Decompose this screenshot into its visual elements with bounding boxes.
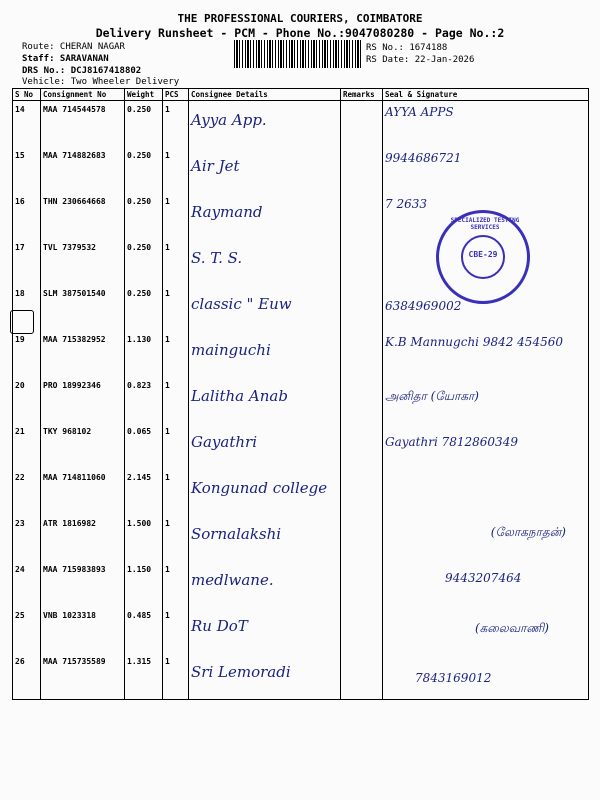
remarks — [341, 377, 383, 423]
weight: 1.500 — [125, 515, 163, 561]
consignment-no: TVL 7379532 — [41, 239, 125, 285]
consignee: S. T. S. — [191, 249, 243, 267]
consignee: medlwane. — [191, 571, 274, 589]
signature: K.B Mannugchi 9842 454560 — [385, 335, 563, 349]
consignee: Sornalakshi — [191, 525, 282, 543]
pcs: 1 — [163, 101, 189, 148]
sno: 26 — [13, 653, 41, 700]
stamp-text: SPECIALIZED TESTING SERVICES — [450, 217, 520, 231]
vehicle: Vehicle: Two Wheeler Delivery — [22, 77, 180, 87]
sno: 24 — [13, 561, 41, 607]
weight: 1.315 — [125, 653, 163, 700]
consignee: Air Jet — [191, 157, 240, 175]
table-row — [13, 377, 589, 423]
seal-stamp — [436, 210, 530, 304]
stamp-city: CBE-29 — [468, 250, 498, 259]
sno: 25 — [13, 607, 41, 653]
sno: 14 — [13, 101, 41, 148]
remarks — [341, 285, 383, 331]
signature: 7843169012 — [415, 671, 492, 685]
route: Route: CHERAN NAGAR — [22, 42, 125, 52]
weight: 0.250 — [125, 239, 163, 285]
weight: 1.150 — [125, 561, 163, 607]
consignment-no: MAA 714544578 — [41, 101, 125, 148]
weight: 0.823 — [125, 377, 163, 423]
consignment-no: ATR 1816982 — [41, 515, 125, 561]
consignee: Sri Lemoradi — [191, 663, 291, 681]
sno: 18 — [13, 285, 41, 331]
weight: 0.250 — [125, 147, 163, 193]
staff: Staff: SARAVANAN — [22, 54, 109, 64]
weight: 1.130 — [125, 331, 163, 377]
consignment-no: MAA 715735589 — [41, 653, 125, 700]
row-19-mark — [10, 310, 34, 334]
company-name: THE PROFESSIONAL COURIERS, COIMBATORE — [177, 12, 423, 25]
col-pcs: PCS — [163, 89, 189, 101]
remarks — [341, 331, 383, 377]
remarks — [341, 515, 383, 561]
consignee: Kongunad college — [191, 479, 328, 497]
table-row — [13, 101, 589, 148]
consignment-no: TKY 968102 — [41, 423, 125, 469]
consignment-no: VNB 1023318 — [41, 607, 125, 653]
runsheet-title: Delivery Runsheet - PCM - Phone No.:9047080280 - Page No.:2 — [95, 26, 505, 40]
pcs: 1 — [163, 377, 189, 423]
remarks — [341, 239, 383, 285]
sno: 22 — [13, 469, 41, 515]
weight: 0.250 — [125, 285, 163, 331]
consignee: Gayathri — [191, 433, 257, 451]
weight: 0.250 — [125, 101, 163, 148]
col-signature: Seal & Signature — [383, 89, 589, 101]
table-row — [13, 331, 589, 377]
weight: 2.145 — [125, 469, 163, 515]
pcs: 1 — [163, 285, 189, 331]
remarks — [341, 101, 383, 148]
signature: 7 2633 — [385, 197, 427, 211]
signature: Gayathri 7812860349 — [385, 435, 518, 449]
consignee: mainguchi — [191, 341, 271, 359]
pcs: 1 — [163, 239, 189, 285]
signature: 9443207464 — [445, 571, 522, 585]
remarks — [341, 193, 383, 239]
barcode — [234, 40, 362, 68]
pcs: 1 — [163, 561, 189, 607]
table-header-row — [13, 89, 589, 101]
remarks — [341, 423, 383, 469]
consignment-no: THN 230664668 — [41, 193, 125, 239]
col-weight: Weight — [125, 89, 163, 101]
col-sno: S No — [13, 89, 41, 101]
runsheet-table — [12, 88, 589, 700]
weight: 0.250 — [125, 193, 163, 239]
consignee: Ayya App. — [191, 111, 267, 129]
pcs: 1 — [163, 147, 189, 193]
pcs: 1 — [163, 331, 189, 377]
drs-number: DRS No.: DCJ8167418802 — [22, 66, 142, 76]
consignment-no: SLM 387501540 — [41, 285, 125, 331]
consignment-no: MAA 715983893 — [41, 561, 125, 607]
pcs: 1 — [163, 193, 189, 239]
remarks — [341, 607, 383, 653]
table-row — [13, 423, 589, 469]
sno: 20 — [13, 377, 41, 423]
col-remarks: Remarks — [341, 89, 383, 101]
sno: 23 — [13, 515, 41, 561]
rs-number: RS No.: 1674188 — [366, 43, 448, 53]
remarks — [341, 469, 383, 515]
signature: 6384969002 — [385, 299, 462, 313]
consignment-no: MAA 715382952 — [41, 331, 125, 377]
consignment-no: PRO 18992346 — [41, 377, 125, 423]
sno: 16 — [13, 193, 41, 239]
sno: 21 — [13, 423, 41, 469]
pcs: 1 — [163, 469, 189, 515]
consignment-no: MAA 714811060 — [41, 469, 125, 515]
signature: அனிதா (யோகா) — [385, 389, 479, 403]
pcs: 1 — [163, 653, 189, 700]
remarks — [341, 561, 383, 607]
sno: 17 — [13, 239, 41, 285]
weight: 0.065 — [125, 423, 163, 469]
table-row — [13, 607, 589, 653]
sno: 15 — [13, 147, 41, 193]
remarks — [341, 147, 383, 193]
consignee: Ru DoT — [191, 617, 248, 635]
sno: 19 — [13, 331, 41, 377]
rs-date: RS Date: 22-Jan-2026 — [366, 55, 475, 65]
consignment-no: MAA 714882683 — [41, 147, 125, 193]
col-consignee: Consignee Details — [189, 89, 341, 101]
table-row — [13, 515, 589, 561]
remarks — [341, 653, 383, 700]
signature: AYYA APPS — [385, 105, 454, 119]
consignee: Raymand — [191, 203, 263, 221]
pcs: 1 — [163, 515, 189, 561]
table-row — [13, 561, 589, 607]
signature: (லோகநாதன்) — [490, 525, 566, 539]
consignee: Lalitha Anab — [191, 387, 288, 405]
weight: 0.485 — [125, 607, 163, 653]
signature: 9944686721 — [385, 151, 462, 165]
table-row — [13, 147, 589, 193]
pcs: 1 — [163, 607, 189, 653]
signature: (கலைவாணி) — [475, 621, 549, 635]
consignee: classic " Euw — [191, 295, 292, 313]
pcs: 1 — [163, 423, 189, 469]
table-row — [13, 653, 589, 700]
table-row — [13, 469, 589, 515]
col-consignment: Consignment No — [41, 89, 125, 101]
